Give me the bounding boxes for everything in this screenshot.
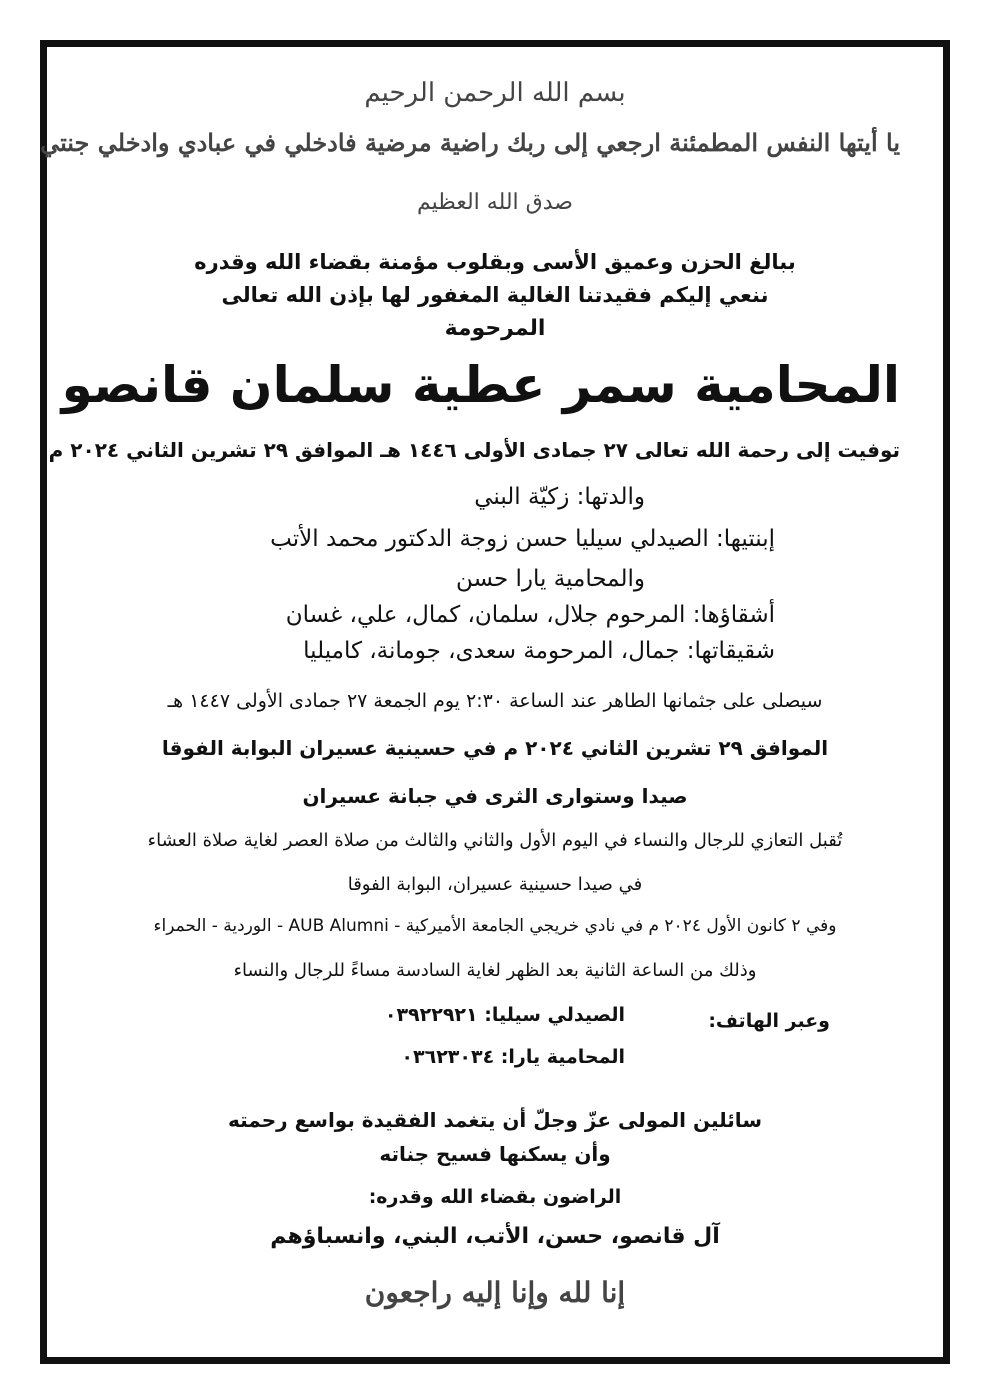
deceased-label: المرحومة xyxy=(444,316,546,341)
brothers: أشقاؤها: المرحوم جلال، سلمان، كمال، علي، غسان xyxy=(285,602,775,628)
mother: والدتها: زكيّة البني xyxy=(474,484,645,510)
funeral-line-2: الموافق ٢٩ تشرين الثاني ٢٠٢٤ م في حسينية عسيران البوابة الفوقا xyxy=(161,736,829,760)
phone-label: وعبر الهاتف: xyxy=(708,1010,830,1032)
prayer-line-2: وأن يسكنها فسيح جناته xyxy=(379,1142,611,1166)
basmala: بسم الله الرحمن الرحيم xyxy=(364,78,626,108)
condolences-line-2: في صيدا حسينية عسيران، البوابة الفوقا xyxy=(347,874,643,895)
condolences-line-4: وذلك من الساعة الثانية بعد الظهر لغاية السادسة مساءً للرجال والنساء xyxy=(233,960,757,981)
intro-line-2: ننعي إليكم فقيدتنا الغالية المغفور لها بإذن الله تعالى xyxy=(221,283,769,307)
funeral-line-1: سيصلى على جثمانها الطاهر عند الساعة ٢:٣٠ يوم الجمعة ٢٧ جمادى الأولى ١٤٤٧ هـ xyxy=(167,690,823,712)
condolences-line-1: تُقبل التعازي للرجال والنساء في اليوم الأول والثاني والثالث من صلاة العصر لغاية صلاة العشاء xyxy=(147,830,843,851)
condolences-line-3: وفي ٢ كانون الأول ٢٠٢٤ م في نادي خريجي الجامعة الأميركية - AUB Alumni - الوردية - الحمراء xyxy=(153,916,837,936)
deceased-name: المحامية سمر عطية سلمان قانصو xyxy=(61,356,900,414)
sadaqa-allah: صدق الله العظيم xyxy=(417,190,573,215)
death-date: توفيت إلى رحمة الله تعالى ٢٧ جمادى الأولى ١٤٤٦ هـ الموافق ٢٩ تشرين الثاني ٢٠٢٤ م xyxy=(48,438,900,462)
intro-line-1: ببالغ الحزن وعميق الأسى وبقلوب مؤمنة بقضاء الله وقدره xyxy=(194,250,796,274)
daughters-line-2: والمحامية يارا حسن xyxy=(455,566,645,592)
mourning-families: آل قانصو، حسن، الأتب، البني، وانسباؤهم xyxy=(270,1224,720,1249)
phone-contact-2: المحامية يارا: ٠٣٦٢٣٠٣٤ xyxy=(401,1046,625,1068)
phone-contact-1: الصيدلي سيليا: ٠٣٩٢٢٩٢١ xyxy=(384,1004,625,1026)
closing-verse: إنا لله وإنا إليه راجعون xyxy=(364,1276,626,1309)
funeral-line-3: صيدا وستوارى الثرى في جبانة عسيران xyxy=(302,784,688,808)
sisters: شقيقاتها: جمال، المرحومة سعدى، جومانة، كاميليا xyxy=(303,638,775,664)
quran-verse: يا أيتها النفس المطمئنة ارجعي إلى ربك راضية مرضية فادخلي في عبادي وادخلي جنتي xyxy=(40,128,900,157)
daughters-line-1: إبنتيها: الصيدلي سيليا حسن زوجة الدكتور محمد الأتب xyxy=(270,526,775,552)
prayer-line-1: سائلين المولى عزّ وجلّ أن يتغمد الفقيدة بواسع رحمته xyxy=(228,1108,762,1132)
mourners-label: الراضون بقضاء الله وقدره: xyxy=(368,1186,622,1208)
